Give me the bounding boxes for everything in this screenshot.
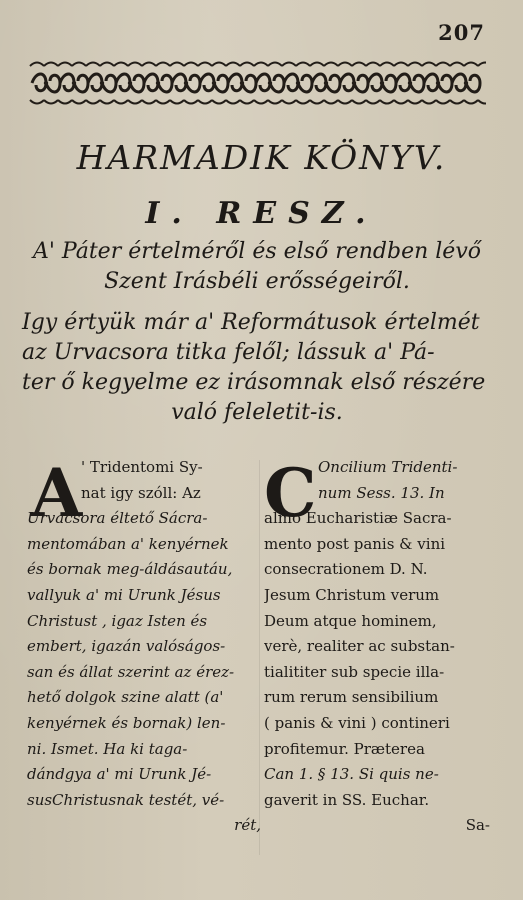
intro-line: ter ő kegyelme ez irásomnak első részére (22, 370, 486, 395)
text-line: dándgya a' mi Urunk Jé- (27, 765, 212, 784)
text-line: és bornak meg-áldásautáu, (27, 560, 233, 579)
intro-paragraph (22, 308, 492, 428)
text-line: mento post panis & vini (264, 534, 446, 553)
text-line: san és állat szerint az érez- (27, 662, 235, 681)
text-line: num Sess. 13. In (318, 483, 445, 502)
text-line: susChristusnak testét, vé- (27, 790, 225, 809)
intro-line: Igy értyük már a' Reformátusok értelmét (22, 310, 480, 335)
text-line: hető dolgok szine alatt (a' (27, 688, 224, 707)
drop-cap: A (31, 454, 83, 532)
text-line: consecrationem D. N. (264, 560, 428, 579)
text-line: embert, igazán valóságos- (27, 637, 226, 656)
ornamental-border (28, 58, 486, 108)
chapter-subtitle (22, 237, 492, 297)
subtitle-line: Szent Irásbéli erősségeiről. (104, 269, 410, 294)
text-line: verè, realiter ac substan- (264, 637, 455, 656)
text-line: almo Eucharistiæ Sacra- (264, 509, 452, 528)
intro-line: való feleletit-is. (171, 400, 343, 425)
intro-line: az Urvacsora titka felől; lássuk a' Pá- (22, 340, 435, 365)
hungarian-column (27, 455, 261, 839)
text-line: Can 1. § 13. Si quis ne- (264, 765, 439, 784)
text-line: profitemur. Præterea (264, 739, 425, 758)
page-number: 207 (438, 20, 485, 45)
drop-cap: C (264, 454, 317, 532)
text-line: tialititer sub specie illa- (264, 662, 445, 681)
text-line: Christust , igaz Isten és (27, 611, 208, 630)
latin-column (264, 455, 490, 839)
text-line: vallyuk a' mi Urunk Jésus (27, 585, 221, 604)
subtitle-line: A' Páter értelméről és első rendben lévő (32, 239, 481, 264)
text-line: Jesum Christum verum (264, 585, 440, 604)
text-line: kenyérnek és bornak) len- (27, 713, 226, 732)
part-title: I. RESZ. (145, 196, 378, 231)
text-line: Urvacsora éltető Sácra- (27, 509, 208, 528)
text-line: rum rerum sensibilium (264, 688, 439, 707)
text-line: ( panis & vini ) contineri (264, 713, 450, 732)
text-line: mentomában a' kenyérnek (27, 534, 229, 553)
text-line: Deum atque hominem, (264, 611, 437, 630)
text-line: ni. Ismet. Ha ki taga- (27, 739, 188, 758)
catchword: rét, (234, 816, 261, 835)
text-line: ' Tridentomi Sy- (81, 458, 203, 476)
text-line: nat igy szóll: Az (81, 483, 201, 502)
catchword: Sa- (465, 816, 490, 835)
text-line: gaverit in SS. Euchar. (264, 790, 430, 809)
text-line: Oncilium Tridenti- (318, 458, 458, 476)
book-title: HARMADIK KÖNYV. (76, 138, 447, 177)
